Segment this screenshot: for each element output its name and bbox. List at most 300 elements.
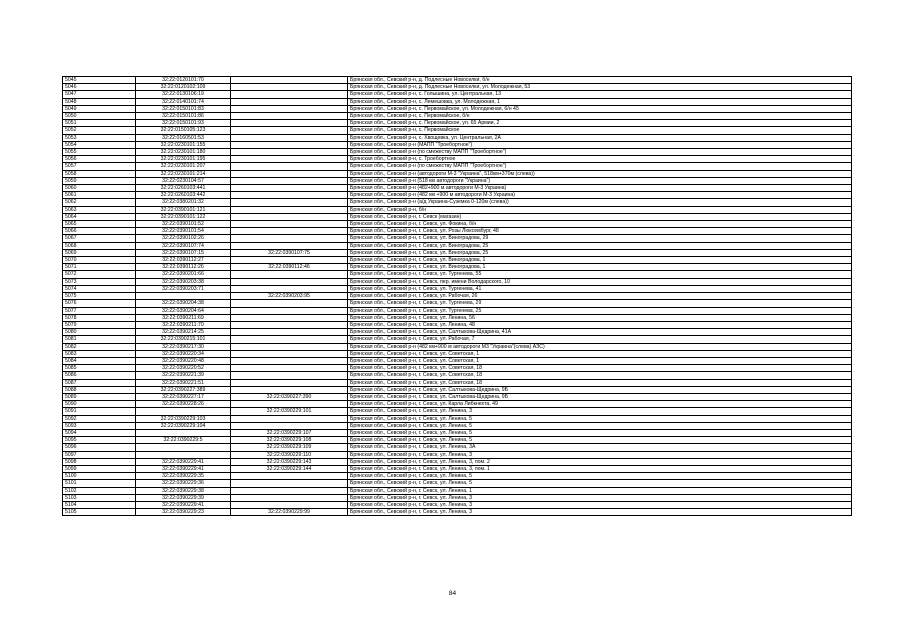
linked-cadastral-cell (231, 494, 348, 501)
row-number-cell: 5048 (63, 98, 136, 105)
table-row (63, 177, 852, 184)
table-row (63, 437, 852, 444)
row-number-cell: 5050 (63, 113, 136, 120)
row-number-cell: 5045 (63, 77, 136, 84)
linked-cadastral-cell (231, 401, 348, 408)
cadastral-number-cell: 32:22:0150101:93 (136, 120, 231, 127)
table-row (63, 307, 852, 314)
row-number-cell: 5073 (63, 278, 136, 285)
table-row (63, 271, 852, 278)
cadastral-number-cell: 32:22:0390227:389 (136, 386, 231, 393)
row-number-cell: 5095 (63, 437, 136, 444)
table-row (63, 221, 852, 228)
cadastral-number-cell: 32:22:0150101:83 (136, 105, 231, 112)
address-cell: Брянская обл., Севский р-н, г. Севск, ул. Ленина, 3, пом. 1 (348, 465, 852, 472)
cadastral-number-cell: 32:22:0390203:38 (136, 278, 231, 285)
address-cell: Брянская обл., Севский р-н, г. Севск, ул. Ленина, 56 (348, 314, 852, 321)
cadastral-number-cell (136, 451, 231, 458)
linked-cadastral-cell (231, 365, 348, 372)
row-number-cell: 5105 (63, 509, 136, 516)
row-number-cell: 5100 (63, 473, 136, 480)
row-number-cell: 5068 (63, 242, 136, 249)
table-row (63, 206, 852, 213)
address-cell: Брянская обл., Севский р-н, г. Севск, ул. Виноградова, 1 (348, 257, 852, 264)
row-number-cell: 5092 (63, 415, 136, 422)
table-row (63, 213, 852, 220)
row-number-cell: 5096 (63, 444, 136, 451)
address-cell: Брянская обл., Севский р-н, с. Троебортное (348, 156, 852, 163)
linked-cadastral-cell (231, 77, 348, 84)
table-row (63, 98, 852, 105)
table-row (63, 285, 852, 292)
cadastral-number-cell (136, 408, 231, 415)
address-cell: Брянская обл., Севский р-н, г. Севск, ул. Тургенева, 41 (348, 285, 852, 292)
table-row (63, 120, 852, 127)
address-cell: Брянская обл., Севский р-н, с. Первомайское, ул. 65 Армии, 2 (348, 120, 852, 127)
address-cell: Брянская обл., Севский р-н, г. Севск, ул. Советская, 18 (348, 379, 852, 386)
linked-cadastral-cell (231, 235, 348, 242)
row-number-cell: 5070 (63, 257, 136, 264)
table-row (63, 415, 852, 422)
cadastral-number-cell: 32:22:0390220:34 (136, 350, 231, 357)
table-row (63, 242, 852, 249)
address-cell: Брянская обл., Севский р-н, г. Севск, ул. Карла Либкнехта, 49 (348, 401, 852, 408)
row-number-cell: 5098 (63, 458, 136, 465)
table-row (63, 77, 852, 84)
linked-cadastral-cell (231, 163, 348, 170)
linked-cadastral-cell (231, 192, 348, 199)
table-row (63, 264, 852, 271)
table-row (63, 141, 852, 148)
row-number-cell: 5079 (63, 321, 136, 328)
row-number-cell: 5074 (63, 285, 136, 292)
linked-cadastral-cell (231, 321, 348, 328)
table-row (63, 386, 852, 393)
table-row (63, 408, 852, 415)
row-number-cell: 5057 (63, 163, 136, 170)
cadastral-number-cell: 32:22:0390102:26 (136, 235, 231, 242)
row-number-cell: 5081 (63, 336, 136, 343)
linked-cadastral-cell (231, 120, 348, 127)
cadastral-number-cell (136, 293, 231, 300)
row-number-cell: 5088 (63, 386, 136, 393)
table-row (63, 321, 852, 328)
row-number-cell: 5085 (63, 365, 136, 372)
row-number-cell: 5047 (63, 91, 136, 98)
cadastral-number-cell: 32:22:0390201:66 (136, 271, 231, 278)
table-row (63, 91, 852, 98)
cadastral-number-cell: 32:22:0390214:25 (136, 329, 231, 336)
table-row (63, 336, 852, 343)
address-cell: Брянская обл., Севский р-н (518 км автодороги "Украина") (348, 177, 852, 184)
cadastral-number-cell: 32:22:0390227:17 (136, 393, 231, 400)
cadastral-number-cell: 32:22:0260103:442 (136, 192, 231, 199)
linked-cadastral-cell (231, 156, 348, 163)
row-number-cell: 5097 (63, 451, 136, 458)
row-number-cell: 5055 (63, 149, 136, 156)
linked-cadastral-cell (231, 221, 348, 228)
address-cell: Брянская обл., Севский р-н (по смежеству МАПП "Троебортное") (348, 163, 852, 170)
address-cell: Брянская обл., Севский р-н (по смежеству МАПП "Троебортное") (348, 149, 852, 156)
address-cell: Брянская обл., Севский р-н, б/н (348, 206, 852, 213)
address-cell: Брянская обл., Севский р-н, г. Севск, ул. Ленина, 3, пом. 2 (348, 458, 852, 465)
address-cell: Брянская обл., Севский р-н, г. Севск, ул. Ленина, 5 (348, 473, 852, 480)
row-number-cell: 5104 (63, 501, 136, 508)
linked-cadastral-cell (231, 127, 348, 134)
table-row (63, 257, 852, 264)
cadastral-number-cell: 32:22:0390228:26 (136, 401, 231, 408)
table-row (63, 422, 852, 429)
row-number-cell: 5071 (63, 264, 136, 271)
linked-cadastral-cell (231, 415, 348, 422)
linked-cadastral-cell (231, 199, 348, 206)
cadastral-number-cell: 32:22:0130106:19 (136, 91, 231, 98)
linked-cadastral-cell (231, 307, 348, 314)
row-number-cell: 5078 (63, 314, 136, 321)
address-cell: Брянская обл., Севский р-н, г. Севск, ул. Ленина, 5 (348, 415, 852, 422)
table-row (63, 379, 852, 386)
table-row (63, 473, 852, 480)
cadastral-number-cell: 32:22:0230101:214 (136, 170, 231, 177)
linked-cadastral-cell (231, 271, 348, 278)
row-number-cell: 5090 (63, 401, 136, 408)
address-cell: Брянская обл., Севский р-н, г. Севск, ул. Советская, 1 (348, 350, 852, 357)
linked-cadastral-cell (231, 473, 348, 480)
cadastral-number-cell: 32:22:0390229:38 (136, 487, 231, 494)
row-number-cell: 5087 (63, 379, 136, 386)
table-row (63, 343, 852, 350)
address-cell: Брянская обл., Севский р-н, г. Севск, ул. Рабочая, 26 (348, 293, 852, 300)
linked-cadastral-cell (231, 350, 348, 357)
table-row (63, 84, 852, 91)
row-number-cell: 5086 (63, 372, 136, 379)
address-cell: Брянская обл., Севский р-н (482+900 м автодороги М-3 Украина) (348, 185, 852, 192)
cadastral-number-cell: 32:22:0390101:52 (136, 221, 231, 228)
table-row (63, 293, 852, 300)
linked-cadastral-cell (231, 141, 348, 148)
cadastral-number-cell: 32:22:0390220:52 (136, 365, 231, 372)
cadastral-number-cell: 32:22:0390229:41 (136, 458, 231, 465)
address-cell: Брянская обл., Севский р-н, г. Севск, ул. Ленина, 5 (348, 437, 852, 444)
cadastral-number-cell: 32:22:0150101:86 (136, 113, 231, 120)
cadastral-number-cell: 32:22:0380201:32 (136, 199, 231, 206)
address-cell: Брянская обл., Севский р-н, г. Севск, ул. Ленина, 5 (348, 480, 852, 487)
linked-cadastral-cell (231, 242, 348, 249)
linked-cadastral-cell (231, 386, 348, 393)
table-row (63, 228, 852, 235)
address-cell: Брянская обл., Севский р-н, г. Севск, ул. Салтыкова-Щедрина, 9Б (348, 386, 852, 393)
address-cell: Брянская обл., Севский р-н, г. Севск, ул. Виноградова, 29 (348, 235, 852, 242)
linked-cadastral-cell (231, 300, 348, 307)
linked-cadastral-cell: 32:22:0390227:390 (231, 393, 348, 400)
page-number: 84 (448, 590, 457, 597)
cadastral-number-cell: 32:22:0390101:121 (136, 206, 231, 213)
cadastral-number-cell: 32:22:0230101:195 (136, 156, 231, 163)
linked-cadastral-cell (231, 314, 348, 321)
cadastral-number-cell: 32:22:0390229:41 (136, 501, 231, 508)
address-cell: Брянская обл., Севский р-н, г. Севск, ул. Советская, 18 (348, 365, 852, 372)
cadastral-number-cell: 32:22:0390204:38 (136, 300, 231, 307)
cadastral-number-cell: 32:22:0230101:155 (136, 141, 231, 148)
row-number-cell: 5080 (63, 329, 136, 336)
address-cell: Брянская обл., Севский р-н, г. Севск, ул. Рабочая, 7 (348, 336, 852, 343)
property-table-body (63, 77, 852, 516)
row-number-cell: 5075 (63, 293, 136, 300)
linked-cadastral-cell (231, 487, 348, 494)
row-number-cell: 5077 (63, 307, 136, 314)
table-row (63, 199, 852, 206)
row-number-cell: 5103 (63, 494, 136, 501)
cadastral-number-cell: 32:22:0150105:123 (136, 127, 231, 134)
linked-cadastral-cell (231, 357, 348, 364)
cadastral-number-cell: 32:22:0230104:57 (136, 177, 231, 184)
row-number-cell: 5054 (63, 141, 136, 148)
linked-cadastral-cell (231, 257, 348, 264)
row-number-cell: 5069 (63, 249, 136, 256)
property-table (62, 76, 852, 516)
row-number-cell: 5058 (63, 170, 136, 177)
table-row (63, 451, 852, 458)
row-number-cell: 5099 (63, 465, 136, 472)
linked-cadastral-cell (231, 228, 348, 235)
row-number-cell: 5065 (63, 221, 136, 228)
linked-cadastral-cell (231, 113, 348, 120)
cadastral-number-cell: 32:22:0390229:23 (136, 509, 231, 516)
document-page (62, 76, 845, 516)
linked-cadastral-cell: 32:22:0390107:75 (231, 249, 348, 256)
linked-cadastral-cell (231, 480, 348, 487)
table-row (63, 509, 852, 516)
address-cell: Брянская обл., Севский р-н, г. Севск, ул. Салтыкова-Щедрина, 9Б (348, 393, 852, 400)
row-number-cell: 5076 (63, 300, 136, 307)
cadastral-number-cell: 32:22:0390229:39 (136, 494, 231, 501)
row-number-cell: 5066 (63, 228, 136, 235)
address-cell: Брянская обл., Севский р-н, г. Севск, ул. Тургенева, 55 (348, 271, 852, 278)
table-row (63, 401, 852, 408)
address-cell: Брянская обл., Севский р-н, г. Севск, ул. Тургенева, 29 (348, 300, 852, 307)
row-number-cell: 5091 (63, 408, 136, 415)
cadastral-number-cell: 32:22:0160501:53 (136, 134, 231, 141)
address-cell: Брянская обл., Севский р-н, г. Севск, ул. Виноградова, 25 (348, 242, 852, 249)
cadastral-number-cell: 32:22:0390112:27 (136, 257, 231, 264)
address-cell: Брянская обл., Севский р-н, д. Подлесные Новоселки, ул. Молодежная, 53 (348, 84, 852, 91)
row-number-cell: 5051 (63, 120, 136, 127)
linked-cadastral-cell: 32:22:0390203:95 (231, 293, 348, 300)
cadastral-number-cell: 32:22:0390203:71 (136, 285, 231, 292)
cadastral-number-cell: 32:22:0390101:122 (136, 213, 231, 220)
address-cell: Брянская обл., Севский р-н, г. Севск, ул. Советская, 1 (348, 357, 852, 364)
table-row (63, 494, 852, 501)
address-cell: Брянская обл., Севский р-н, г. Севск, ул. Салтыкова-Щедрина, 41А (348, 329, 852, 336)
cadastral-number-cell: 32:22:0390215:101 (136, 336, 231, 343)
address-cell: Брянская обл., Севский р-н, д. Подлесные Новоселки, б/н (348, 77, 852, 84)
cadastral-number-cell (136, 429, 231, 436)
cadastral-number-cell: 32:22:0390229:36 (136, 480, 231, 487)
linked-cadastral-cell: 32:22:0390229:108 (231, 437, 348, 444)
cadastral-number-cell: 32:22:0230101:207 (136, 163, 231, 170)
address-cell: Брянская обл., Севский р-н, с. Лемешовка, ул. Молодежная, 1 (348, 98, 852, 105)
table-row (63, 444, 852, 451)
linked-cadastral-cell: 32:22:0390229:101 (231, 408, 348, 415)
cadastral-number-cell: 32:22:0390112:26 (136, 264, 231, 271)
cadastral-number-cell: 32:22:0390221:51 (136, 379, 231, 386)
row-number-cell: 5093 (63, 422, 136, 429)
table-row (63, 127, 852, 134)
table-row (63, 365, 852, 372)
linked-cadastral-cell (231, 278, 348, 285)
linked-cadastral-cell (231, 372, 348, 379)
address-cell: Брянская обл., Севский р-н (а/д Украина-Суземка 0-120м (слева)) (348, 199, 852, 206)
address-cell: Брянская обл., Севский р-н, г. Севск, ул. Ленина, 3 (348, 509, 852, 516)
table-row (63, 465, 852, 472)
cadastral-number-cell: 32:22:0390229:5 (136, 437, 231, 444)
linked-cadastral-cell: 32:22:0390229:109 (231, 444, 348, 451)
address-cell: Брянская обл., Севский р-н (482 км +900 м автодороги М-3 Украина) (348, 192, 852, 199)
table-row (63, 278, 852, 285)
address-cell: Брянская обл., Севский р-н, г. Севск, ул. Тургенева, 25 (348, 307, 852, 314)
row-number-cell: 5101 (63, 480, 136, 487)
table-row (63, 329, 852, 336)
row-number-cell: 5056 (63, 156, 136, 163)
address-cell: Брянская обл., Севский р-н, г. Севск, ул. Ленина, 3А (348, 444, 852, 451)
linked-cadastral-cell: 32:22:0390229:99 (231, 509, 348, 516)
cadastral-number-cell: 32:22:0120101:70 (136, 77, 231, 84)
address-cell: Брянская обл., Севский р-н, г. Севск, ул. Ленина, 3 (348, 501, 852, 508)
address-cell: Брянская обл., Севский р-н, г. Севск, ул. Виноградова, 25 (348, 249, 852, 256)
address-cell: Брянская обл., Севский р-н, г. Севск, пер. имени Володарского, 10 (348, 278, 852, 285)
address-cell: Брянская обл., Севский р-н, г. Севск, ул. Ленина, 3 (348, 408, 852, 415)
address-cell: Брянская обл., Севский р-н, с. Первомайское, б/н (348, 113, 852, 120)
table-row (63, 249, 852, 256)
cadastral-number-cell: 32:22:0120102:109 (136, 84, 231, 91)
linked-cadastral-cell (231, 84, 348, 91)
address-cell: Брянская обл., Севский р-н, с. Первомайское (348, 127, 852, 134)
linked-cadastral-cell (231, 185, 348, 192)
cadastral-number-cell (136, 444, 231, 451)
address-cell: Брянская обл., Севский р-н, с. Голышина, ул. Центральная, 13 (348, 91, 852, 98)
cadastral-number-cell: 32:22:0390107:15 (136, 249, 231, 256)
linked-cadastral-cell (231, 206, 348, 213)
row-number-cell: 5062 (63, 199, 136, 206)
address-cell: Брянская обл., Севский р-н, г. Севск, ул. Ленина, 3 (348, 494, 852, 501)
row-number-cell: 5052 (63, 127, 136, 134)
row-number-cell: 5072 (63, 271, 136, 278)
table-row (63, 105, 852, 112)
address-cell: Брянская обл., Севский р-н (МАПП "Троебортное") (348, 141, 852, 148)
linked-cadastral-cell (231, 422, 348, 429)
cadastral-number-cell: 32:22:0390211:70 (136, 321, 231, 328)
linked-cadastral-cell (231, 91, 348, 98)
table-row (63, 156, 852, 163)
linked-cadastral-cell (231, 149, 348, 156)
table-row (63, 458, 852, 465)
address-cell: Брянская обл., Севский р-н, г. Севск, ул. Ленина, 3 (348, 451, 852, 458)
cadastral-number-cell: 32:22:0390101:54 (136, 228, 231, 235)
table-row (63, 149, 852, 156)
row-number-cell: 5094 (63, 429, 136, 436)
linked-cadastral-cell (231, 170, 348, 177)
table-row (63, 429, 852, 436)
table-row (63, 501, 852, 508)
address-cell: Брянская обл., Севский р-н, г. Севск (магазин) (348, 213, 852, 220)
cadastral-number-cell: 32:22:0390204:64 (136, 307, 231, 314)
linked-cadastral-cell (231, 501, 348, 508)
cadastral-number-cell: 32:22:0390229:35 (136, 473, 231, 480)
address-cell: Брянская обл., Севский р-н (автодороги М-3 "Украина", 518км+370м (слева)) (348, 170, 852, 177)
table-row (63, 350, 852, 357)
cadastral-number-cell: 32:22:0390229:41 (136, 465, 231, 472)
linked-cadastral-cell: 32:22:0390229:107 (231, 429, 348, 436)
row-number-cell: 5102 (63, 487, 136, 494)
table-row (63, 314, 852, 321)
cadastral-number-cell: 32:22:0140101:74 (136, 98, 231, 105)
row-number-cell: 5061 (63, 192, 136, 199)
cadastral-number-cell: 32:22:0390217:30 (136, 343, 231, 350)
address-cell: Брянская обл., Севский р-н, г. Севск, ул. Ленина, 1 (348, 487, 852, 494)
table-row (63, 170, 852, 177)
address-cell: Брянская обл., Севский р-н, г. Севск, ул. Ленина, 48 (348, 321, 852, 328)
linked-cadastral-cell (231, 177, 348, 184)
row-number-cell: 5046 (63, 84, 136, 91)
cadastral-number-cell: 32:22:0390229:104 (136, 422, 231, 429)
linked-cadastral-cell: 32:22:0390112:46 (231, 264, 348, 271)
cadastral-number-cell: 32:22:0260103:441 (136, 185, 231, 192)
table-row (63, 487, 852, 494)
cadastral-number-cell: 32:22:0390211:69 (136, 314, 231, 321)
row-number-cell: 5083 (63, 350, 136, 357)
table-row (63, 357, 852, 364)
row-number-cell: 5053 (63, 134, 136, 141)
address-cell: Брянская обл., Севский р-н (482 км+900 м автодороги М3 "Украина"(слева) АЗС) (348, 343, 852, 350)
linked-cadastral-cell (231, 134, 348, 141)
table-row (63, 480, 852, 487)
table-row (63, 192, 852, 199)
linked-cadastral-cell: 32:22:0390229:143 (231, 458, 348, 465)
linked-cadastral-cell (231, 343, 348, 350)
row-number-cell: 5063 (63, 206, 136, 213)
row-number-cell: 5059 (63, 177, 136, 184)
linked-cadastral-cell (231, 379, 348, 386)
row-number-cell: 5082 (63, 343, 136, 350)
address-cell: Брянская обл., Севский р-н, г. Севск, ул. Розы Люксембург, 48 (348, 228, 852, 235)
linked-cadastral-cell (231, 98, 348, 105)
address-cell: Брянская обл., Севский р-н, с. Хвощевка, ул. Центральная, 2А (348, 134, 852, 141)
linked-cadastral-cell: 32:22:0390229:110 (231, 451, 348, 458)
linked-cadastral-cell (231, 213, 348, 220)
cadastral-number-cell: 32:22:0390229:103 (136, 415, 231, 422)
address-cell: Брянская обл., Севский р-н, с. Первомайское, ул. Молодежная, 6/н 45 (348, 105, 852, 112)
linked-cadastral-cell (231, 336, 348, 343)
cadastral-number-cell: 32:22:0230101:180 (136, 149, 231, 156)
row-number-cell: 5064 (63, 213, 136, 220)
row-number-cell: 5060 (63, 185, 136, 192)
table-row (63, 134, 852, 141)
row-number-cell: 5067 (63, 235, 136, 242)
row-number-cell: 5049 (63, 105, 136, 112)
address-cell: Брянская обл., Севский р-н, г. Севск, ул. Советская, 18 (348, 372, 852, 379)
linked-cadastral-cell: 32:22:0390229:144 (231, 465, 348, 472)
linked-cadastral-cell (231, 329, 348, 336)
table-row (63, 235, 852, 242)
table-row (63, 185, 852, 192)
row-number-cell: 5084 (63, 357, 136, 364)
table-row (63, 393, 852, 400)
cadastral-number-cell: 32:22:0390220:48 (136, 357, 231, 364)
table-row (63, 372, 852, 379)
cadastral-number-cell: 32:22:0390107:74 (136, 242, 231, 249)
linked-cadastral-cell (231, 105, 348, 112)
linked-cadastral-cell (231, 285, 348, 292)
